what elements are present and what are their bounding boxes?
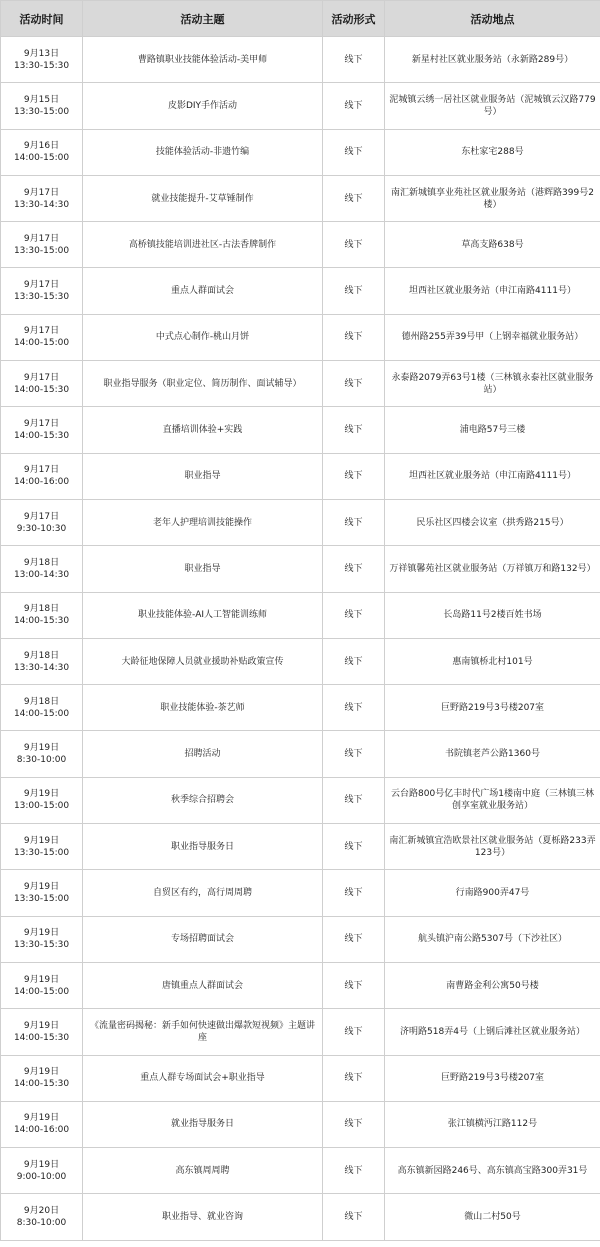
table-row — [1, 870, 600, 916]
cell-date: 9月19日 — [23, 743, 60, 754]
cell-form: 线下 — [323, 777, 385, 823]
cell-topic: 职业技能体验-AI人工智能训练师 — [83, 592, 323, 638]
cell-location: 南汇新城镇宜浩欧景社区就业服务站（夏栎路233弄123号） — [385, 824, 600, 870]
cell-topic: 职业指导 — [83, 546, 323, 592]
cell-time — [1, 1194, 83, 1240]
cell-topic: 中式点心制作-桃山月饼 — [83, 314, 323, 360]
cell-form: 线下 — [323, 638, 385, 684]
cell-hours: 13:30-15:30 — [13, 60, 70, 71]
cell-hours: 14:00-15:30 — [13, 1032, 70, 1043]
cell-time — [1, 268, 83, 314]
cell-form: 线下 — [323, 37, 385, 83]
cell-time — [1, 37, 83, 83]
cell-topic: 曹路镇职业技能体验活动-美甲师 — [83, 37, 323, 83]
cell-time — [1, 546, 83, 592]
cell-date: 9月18日 — [23, 604, 60, 615]
cell-location: 泥城镇云绣一居社区就业服务站（泥城镇云汉路779号） — [385, 83, 600, 129]
cell-time — [1, 685, 83, 731]
cell-form: 线下 — [323, 453, 385, 499]
cell-topic: 重点人群面试会 — [83, 268, 323, 314]
cell-form: 线下 — [323, 592, 385, 638]
cell-time — [1, 83, 83, 129]
cell-hours: 9:00-10:00 — [16, 1171, 67, 1182]
cell-date: 9月17日 — [23, 187, 60, 198]
cell-form: 线下 — [323, 361, 385, 407]
table-row — [1, 499, 600, 545]
header-topic: 活动主题 — [83, 1, 323, 37]
table-row — [1, 916, 600, 962]
cell-location: 南汇新城镇享业苑社区就业服务站（港辉路399号2楼） — [385, 175, 600, 221]
table-row — [1, 129, 600, 175]
cell-date: 9月18日 — [23, 557, 60, 568]
table-row — [1, 268, 600, 314]
cell-form: 线下 — [323, 83, 385, 129]
cell-topic: 职业指导服务日 — [83, 824, 323, 870]
cell-location: 航头镇沪南公路5307号（下沙社区） — [385, 916, 600, 962]
cell-form: 线下 — [323, 824, 385, 870]
cell-form: 线下 — [323, 268, 385, 314]
cell-hours: 14:00-15:00 — [13, 338, 70, 349]
cell-time — [1, 870, 83, 916]
cell-date: 9月17日 — [23, 465, 60, 476]
cell-hours: 13:00-14:30 — [13, 569, 70, 580]
table-row — [1, 731, 600, 777]
cell-location: 民乐社区四楼会议室（拱秀路215号） — [385, 499, 600, 545]
cell-form: 线下 — [323, 1101, 385, 1147]
cell-topic: 高桥镇技能培训进社区-古法香牌制作 — [83, 222, 323, 268]
cell-hours: 13:30-15:00 — [13, 847, 70, 858]
cell-form: 线下 — [323, 499, 385, 545]
cell-location: 云台路800号亿丰时代广场1楼南中庭（三林镇三林创享室就业服务站） — [385, 777, 600, 823]
cell-location: 东杜家宅288号 — [385, 129, 600, 175]
table-row — [1, 175, 600, 221]
cell-hours: 13:30-15:00 — [13, 245, 70, 256]
cell-hours: 8:30-10:00 — [16, 755, 67, 766]
cell-time — [1, 129, 83, 175]
cell-date: 9月19日 — [23, 1113, 60, 1124]
cell-date: 9月17日 — [23, 233, 60, 244]
cell-topic: 自贸区有约，高行周周聘 — [83, 870, 323, 916]
cell-date: 9月17日 — [23, 372, 60, 383]
cell-topic: 专场招聘面试会 — [83, 916, 323, 962]
table-row — [1, 592, 600, 638]
cell-time — [1, 916, 83, 962]
cell-date: 9月19日 — [23, 1020, 60, 1031]
header-time: 活动时间 — [1, 1, 83, 37]
cell-date: 9月18日 — [23, 696, 60, 707]
cell-date: 9月16日 — [23, 141, 60, 152]
cell-time — [1, 1148, 83, 1194]
cell-location: 新星村社区就业服务站（永新路289号） — [385, 37, 600, 83]
cell-topic: 就业技能提升-艾草锤制作 — [83, 175, 323, 221]
cell-time — [1, 731, 83, 777]
table-row — [1, 83, 600, 129]
cell-form: 线下 — [323, 222, 385, 268]
table-row — [1, 1101, 600, 1147]
cell-date: 9月19日 — [23, 1067, 60, 1078]
cell-date: 9月19日 — [23, 881, 60, 892]
cell-hours: 13:30-15:30 — [13, 292, 70, 303]
cell-time — [1, 777, 83, 823]
cell-time — [1, 592, 83, 638]
cell-location: 浦电路57号三楼 — [385, 407, 600, 453]
cell-date: 9月13日 — [23, 48, 60, 59]
header-location: 活动地点 — [385, 1, 600, 37]
cell-location: 巨野路219号3号楼207室 — [385, 1055, 600, 1101]
cell-form: 线下 — [323, 314, 385, 360]
cell-location: 南曹路金利公寓50号楼 — [385, 962, 600, 1008]
cell-form: 线下 — [323, 1055, 385, 1101]
cell-topic: 职业指导服务（职业定位、简历制作、面试辅导） — [83, 361, 323, 407]
cell-location: 行南路900弄47号 — [385, 870, 600, 916]
cell-date: 9月19日 — [23, 789, 60, 800]
header-form: 活动形式 — [323, 1, 385, 37]
cell-location: 高东镇新园路246号、高东镇高宝路300弄31号 — [385, 1148, 600, 1194]
cell-location: 巨野路219号3号楼207室 — [385, 685, 600, 731]
cell-location: 坦西社区就业服务站（申江南路4111号） — [385, 453, 600, 499]
table-header-row — [1, 1, 600, 37]
cell-topic: 秋季综合招聘会 — [83, 777, 323, 823]
cell-time — [1, 453, 83, 499]
cell-location: 张江镇横沔江路112号 — [385, 1101, 600, 1147]
cell-time — [1, 222, 83, 268]
cell-topic: 唐镇重点人群面试会 — [83, 962, 323, 1008]
cell-topic: 大龄征地保障人员就业援助补贴政策宣传 — [83, 638, 323, 684]
cell-hours: 14:00-15:00 — [13, 153, 70, 164]
cell-date: 9月19日 — [23, 835, 60, 846]
table-row — [1, 824, 600, 870]
cell-time — [1, 1101, 83, 1147]
table-row — [1, 314, 600, 360]
cell-hours: 14:00-15:00 — [13, 986, 70, 997]
cell-location: 永泰路2079弄63号1楼（三林镇永泰社区就业服务站） — [385, 361, 600, 407]
cell-time — [1, 407, 83, 453]
cell-hours: 8:30-10:00 — [16, 1218, 67, 1229]
cell-topic: 职业指导、就业咨询 — [83, 1194, 323, 1240]
cell-location: 济明路518弄4号（上钢后滩社区就业服务站） — [385, 1009, 600, 1055]
cell-form: 线下 — [323, 407, 385, 453]
table-row — [1, 1194, 600, 1240]
cell-time — [1, 499, 83, 545]
table-row — [1, 1055, 600, 1101]
table-row — [1, 1148, 600, 1194]
cell-time — [1, 1009, 83, 1055]
cell-hours: 14:00-15:30 — [13, 431, 70, 442]
table-row — [1, 638, 600, 684]
cell-form: 线下 — [323, 1194, 385, 1240]
cell-hours: 13:00-15:00 — [13, 801, 70, 812]
table-row — [1, 407, 600, 453]
cell-time — [1, 962, 83, 1008]
cell-hours: 14:00-16:00 — [13, 1125, 70, 1136]
cell-location: 长岛路11号2楼百姓书场 — [385, 592, 600, 638]
table-row — [1, 1009, 600, 1055]
table-row — [1, 546, 600, 592]
cell-date: 9月17日 — [23, 280, 60, 291]
cell-date: 9月17日 — [23, 326, 60, 337]
cell-date: 9月19日 — [23, 928, 60, 939]
cell-location: 微山二村50号 — [385, 1194, 600, 1240]
cell-form: 线下 — [323, 129, 385, 175]
table-row — [1, 962, 600, 1008]
cell-topic: 职业技能体验-茶艺师 — [83, 685, 323, 731]
cell-hours: 14:00-15:30 — [13, 384, 70, 395]
cell-topic: 技能体验活动-非遗竹编 — [83, 129, 323, 175]
cell-topic: 就业指导服务日 — [83, 1101, 323, 1147]
cell-location: 惠南镇桥北村101号 — [385, 638, 600, 684]
cell-form: 线下 — [323, 916, 385, 962]
cell-topic: 重点人群专场面试会+职业指导 — [83, 1055, 323, 1101]
cell-form: 线下 — [323, 546, 385, 592]
table-row — [1, 453, 600, 499]
cell-time — [1, 824, 83, 870]
cell-date: 9月19日 — [23, 974, 60, 985]
table-row — [1, 777, 600, 823]
table-row — [1, 685, 600, 731]
cell-location: 德州路255弄39号甲（上钢幸福就业服务站） — [385, 314, 600, 360]
cell-date: 9月17日 — [23, 419, 60, 430]
table-row — [1, 222, 600, 268]
cell-topic: 老年人护理培训技能操作 — [83, 499, 323, 545]
cell-location: 坦西社区就业服务站（申江南路4111号） — [385, 268, 600, 314]
cell-hours: 14:00-15:00 — [13, 708, 70, 719]
cell-form: 线下 — [323, 1009, 385, 1055]
cell-hours: 14:00-15:30 — [13, 616, 70, 627]
cell-location: 草高支路638号 — [385, 222, 600, 268]
cell-form: 线下 — [323, 1148, 385, 1194]
table-row — [1, 361, 600, 407]
cell-date: 9月15日 — [23, 94, 60, 105]
cell-location: 书院镇老芦公路1360号 — [385, 731, 600, 777]
cell-hours: 13:30-14:30 — [13, 662, 70, 673]
cell-topic: 皮影DIY手作活动 — [83, 83, 323, 129]
cell-time — [1, 314, 83, 360]
cell-hours: 14:00-16:00 — [13, 477, 70, 488]
cell-form: 线下 — [323, 962, 385, 1008]
cell-location: 万祥镇馨苑社区就业服务站（万祥镇万和路132号） — [385, 546, 600, 592]
cell-time — [1, 175, 83, 221]
cell-form: 线下 — [323, 175, 385, 221]
cell-hours: 13:30-15:00 — [13, 893, 70, 904]
cell-topic: 高东镇周周聘 — [83, 1148, 323, 1194]
cell-topic: 《流量密码揭秘：新手如何快速做出爆款短视频》主题讲座 — [83, 1009, 323, 1055]
cell-topic: 直播培训体验+实践 — [83, 407, 323, 453]
table-row — [1, 37, 600, 83]
cell-hours: 13:30-14:30 — [13, 199, 70, 210]
cell-hours: 13:30-15:30 — [13, 940, 70, 951]
cell-time — [1, 361, 83, 407]
cell-time — [1, 638, 83, 684]
cell-topic: 职业指导 — [83, 453, 323, 499]
cell-form: 线下 — [323, 685, 385, 731]
cell-form: 线下 — [323, 870, 385, 916]
cell-hours: 14:00-15:30 — [13, 1079, 70, 1090]
cell-date: 9月19日 — [23, 1159, 60, 1170]
cell-date: 9月20日 — [23, 1206, 60, 1217]
cell-hours: 13:30-15:00 — [13, 106, 70, 117]
cell-date: 9月17日 — [23, 511, 60, 522]
cell-time — [1, 1055, 83, 1101]
cell-hours: 9:30-10:30 — [16, 523, 67, 534]
cell-topic: 招聘活动 — [83, 731, 323, 777]
cell-date: 9月18日 — [23, 650, 60, 661]
cell-form: 线下 — [323, 731, 385, 777]
